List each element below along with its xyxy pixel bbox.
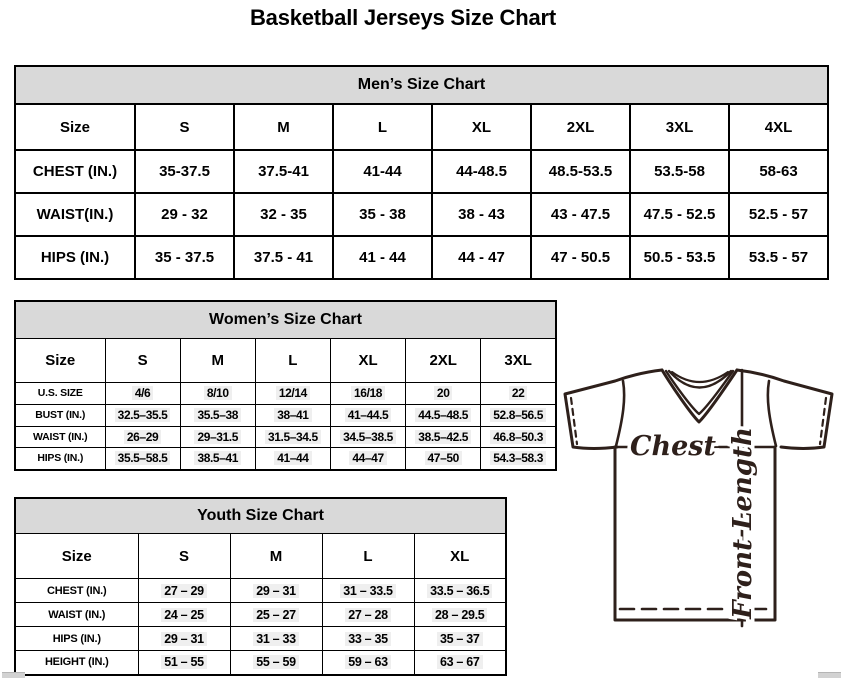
row-label: CHEST (IN.): [15, 150, 135, 193]
cell-value: 48.5-53.5: [548, 163, 613, 180]
cell-value: 46.8–50.3: [490, 430, 546, 444]
column-header: XL: [330, 339, 405, 383]
cell-value: 63 – 67: [437, 655, 483, 669]
row-label: CHEST (IN.): [15, 579, 138, 603]
table-row: [15, 627, 506, 651]
womens-size-chart-table: [14, 300, 557, 471]
table-row: [15, 383, 556, 405]
cell-value: 52.8–56.5: [490, 408, 546, 422]
cell-value: 35 - 38: [359, 206, 406, 223]
cell-value: 38 - 43: [458, 206, 505, 223]
cell-value: 28 – 29.5: [432, 608, 487, 622]
cell-value: 53.5-58: [654, 163, 705, 180]
cell-value: 29 – 31: [253, 584, 299, 598]
cell-value: 41–44.5: [345, 408, 392, 422]
cell-value: 31 – 33: [253, 632, 299, 646]
cell-value: 41–44: [274, 451, 311, 465]
row-label: HIPS (IN.): [15, 627, 138, 651]
cell-value: 12/14: [276, 386, 310, 400]
column-header: M: [234, 104, 333, 150]
cell-value: 25 – 27: [253, 608, 299, 622]
row-label: HIPS (IN.): [15, 236, 135, 279]
cell-value: 35.5–58.5: [115, 451, 171, 465]
table-row: [15, 150, 828, 193]
cell-value: 44.5–48.5: [415, 408, 471, 422]
cell-value: 38.5–42.5: [415, 430, 471, 444]
cell-value: 24 – 25: [161, 608, 207, 622]
cell-value: 50.5 - 53.5: [643, 249, 716, 266]
cell-value: 58-63: [759, 163, 798, 180]
table-row: [15, 426, 556, 448]
cell-value: 38.5–41: [194, 451, 241, 465]
cell-value: 33.5 – 36.5: [427, 584, 492, 598]
cell-value: 43 - 47.5: [550, 206, 611, 223]
column-header: XL: [432, 104, 531, 150]
column-header: Size: [15, 104, 135, 150]
cell-value: 22: [509, 386, 528, 400]
cell-value: 16/18: [351, 386, 385, 400]
cell-value: 47.5 - 52.5: [643, 206, 716, 223]
table-title: Men’s Size Chart: [15, 66, 828, 104]
table-row: [15, 603, 506, 627]
row-label: WAIST (IN.): [15, 603, 138, 627]
cell-value: 54.3–58.3: [490, 451, 546, 465]
column-header: L: [255, 339, 330, 383]
cell-value: 29 – 31: [161, 632, 207, 646]
table-title: Youth Size Chart: [15, 498, 506, 534]
column-header: 3XL: [481, 339, 556, 383]
mens-size-chart-table: [14, 65, 829, 280]
page-title: Basketball Jerseys Size Chart: [249, 5, 557, 30]
column-header: 3XL: [630, 104, 729, 150]
cell-value: 32.5–35.5: [115, 408, 171, 422]
cell-value: 34.5–38.5: [340, 430, 396, 444]
column-header: 2XL: [531, 104, 630, 150]
chest-label: Chest: [630, 431, 716, 462]
table-row: [15, 404, 556, 426]
row-label: HIPS (IN.): [15, 448, 105, 470]
cell-value: 26–29: [124, 430, 161, 444]
cell-value: 27 – 29: [161, 584, 207, 598]
cell-value: 51 – 55: [161, 655, 207, 669]
table-row: [15, 651, 506, 675]
cell-value: 47–50: [425, 451, 462, 465]
scrollbar-fragment-right[interactable]: [818, 672, 841, 678]
column-header: S: [138, 534, 230, 579]
cell-value: 47 - 50.5: [550, 249, 611, 266]
youth-size-chart-table: [14, 497, 507, 676]
cell-value: 35 – 37: [437, 632, 483, 646]
cell-value: 44 - 47: [458, 249, 505, 266]
scrollbar-fragment-left[interactable]: [2, 672, 25, 678]
cell-value: 44-48.5: [456, 163, 507, 180]
table-row: [15, 448, 556, 470]
row-label: WAIST(IN.): [15, 193, 135, 236]
jersey-measurement-diagram: [553, 358, 843, 678]
column-header: 4XL: [729, 104, 828, 150]
cell-value: 37.5-41: [258, 163, 309, 180]
cell-value: 41 - 44: [359, 249, 406, 266]
cell-value: 52.5 - 57: [748, 206, 809, 223]
cell-value: 35 - 37.5: [154, 249, 215, 266]
table-row: [15, 193, 828, 236]
table-row: [15, 236, 828, 279]
cell-value: 4/6: [132, 386, 153, 400]
row-label: BUST (IN.): [15, 404, 105, 426]
jersey-armhole-left: [616, 381, 624, 446]
cell-value: 53.5 - 57: [748, 249, 809, 266]
cell-value: 20: [434, 386, 453, 400]
cell-value: 31 – 33.5: [340, 584, 395, 598]
cell-value: 33 – 35: [345, 632, 391, 646]
column-header: Size: [15, 534, 138, 579]
cell-value: 44–47: [349, 451, 386, 465]
column-header: S: [105, 339, 180, 383]
cell-value: 27 – 28: [345, 608, 391, 622]
row-label: WAIST (IN.): [15, 426, 105, 448]
cell-value: 29 - 32: [161, 206, 208, 223]
column-header: M: [230, 534, 322, 579]
cell-value: 37.5 - 41: [253, 249, 314, 266]
table-row: [15, 579, 506, 603]
column-header: XL: [414, 534, 506, 579]
cell-value: 32 - 35: [260, 206, 307, 223]
cell-value: 38–41: [274, 408, 311, 422]
cell-value: 8/10: [204, 386, 232, 400]
cell-value: 31.5–34.5: [265, 430, 321, 444]
cell-value: 35-37.5: [159, 163, 210, 180]
cell-value: 41-44: [363, 163, 402, 180]
cell-value: 59 – 63: [345, 655, 391, 669]
row-label: HEIGHT (IN.): [15, 651, 138, 675]
column-header: Size: [15, 339, 105, 383]
column-header: L: [333, 104, 432, 150]
column-header: S: [135, 104, 234, 150]
cell-value: 29–31.5: [194, 430, 241, 444]
cell-value: 35.5–38: [194, 408, 241, 422]
jersey-armhole-right: [768, 381, 776, 446]
front-length-label: Front Length: [728, 427, 758, 619]
cell-value: 55 – 59: [253, 655, 299, 669]
column-header: 2XL: [406, 339, 481, 383]
column-header: M: [180, 339, 255, 383]
row-label: U.S. SIZE: [15, 383, 105, 405]
table-title: Women’s Size Chart: [15, 301, 556, 339]
column-header: L: [322, 534, 414, 579]
